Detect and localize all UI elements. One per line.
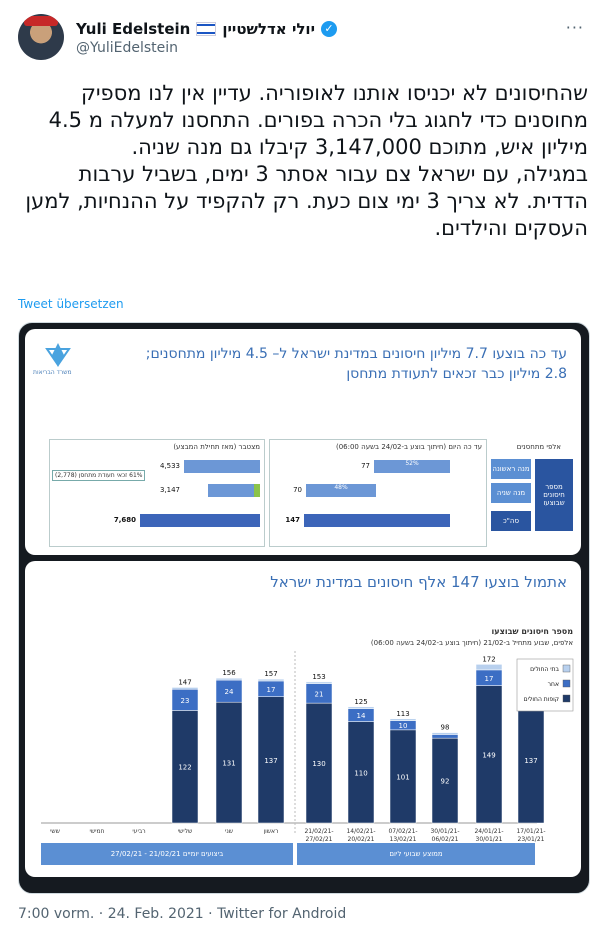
tweet-media-image[interactable]	[18, 322, 590, 894]
today-first-value: 77	[361, 462, 370, 470]
category-tick-label: 06/02/21	[431, 836, 459, 843]
bar-total-label: 156	[222, 669, 236, 678]
bar-segment-label: 149	[482, 751, 496, 760]
bar-total-label: 98	[440, 723, 450, 732]
today-total-value: 147	[285, 516, 300, 524]
today-second-pct: 48%	[334, 484, 348, 491]
bar-segment	[306, 682, 332, 684]
category-tick-label: 24/01/21-	[474, 828, 504, 835]
category-tick-label: 14/02/21-	[346, 828, 376, 835]
bar-total-label: 157	[264, 670, 278, 679]
summary-panel	[25, 329, 581, 555]
bar-segment-label: 137	[524, 756, 538, 765]
category-tick-label: ששי	[50, 828, 60, 835]
bar-segment-label: 24	[224, 688, 234, 697]
cum-second-eligible-bar	[254, 484, 260, 497]
category-tick-label: 21/02/21-	[304, 828, 334, 835]
cum-first-bar	[184, 460, 260, 473]
bar-segment-label: 23	[180, 696, 190, 705]
bar-segment-label: 17	[484, 674, 494, 683]
summary-title-1: עד כה בוצעו 7.7 מיליון חיסונים במדינת ישראל ל– 4.5 מיליון מתחסנים;	[145, 346, 567, 362]
tweet-text	[18, 80, 588, 242]
tweet-timestamp[interactable]: 7:00 vorm. · 24. Feb. 2021 · Twitter for Android	[18, 906, 347, 922]
tweet-paragraph-1: שהחיסונים לא יכניסו אותנו לאופוריה. עדיין אין לנו מספיק מחוסנים כדי לחגוג בלי הכרה בפורים. התחסנו למעלה מ 4.5 מיליון איש, מתוכם 3,147,000 קיבלו גם מנה שניה.	[48, 81, 588, 159]
ministry-logo-icon	[39, 341, 77, 369]
author-name-row[interactable]	[76, 18, 337, 40]
legend-swatch	[563, 680, 570, 687]
bar-segment	[172, 687, 198, 689]
today-header: עד כה היום (חיתוך בוצע ב-24/02 בשעה 06:00)	[335, 443, 482, 451]
bar-segment-label: 92	[440, 777, 450, 786]
today-box	[269, 439, 487, 547]
doses-side-label: מספר חיסונים שבוצעו	[535, 459, 573, 531]
weekly-footer: ממוצע שבועי ליום	[297, 843, 535, 865]
bar-total-label: 172	[482, 655, 496, 664]
today-total-bar	[304, 514, 450, 527]
cum-second-bar	[208, 484, 254, 497]
legend-label: אחר	[547, 681, 559, 688]
bar-total-label: 125	[354, 697, 368, 706]
bar-segment-label: 10	[398, 722, 408, 731]
avatar[interactable]	[18, 14, 64, 60]
bar-segment	[258, 679, 284, 681]
category-tick-label: 30/01/21-	[430, 828, 460, 835]
bar-segment	[390, 719, 416, 721]
category-tick-label: 20/02/21	[347, 836, 375, 843]
row-first-dose-label: מנה ראשונה	[491, 459, 531, 479]
row-second-dose-label: מנה שניה	[491, 483, 531, 503]
bar-segment	[216, 678, 242, 680]
daily-chart-panel	[25, 561, 581, 877]
tweet-paragraph-2: במגילה, עם ישראל צם עבור אסתר 3 ימים, בשביל ערבות הדדית. לא צריך 3 ימי צום כעת. רק להקפיד על ההנחיות, למען העסקים והילדים.	[25, 162, 588, 240]
bar-segment-label: 131	[222, 759, 236, 768]
cum-second-value: 3,147	[159, 486, 180, 494]
translate-link[interactable]: Tweet übersetzen	[18, 297, 124, 311]
summary-title-2: 2.8 מיליון כבר זכאים לתעודת מתחסן	[346, 366, 567, 382]
legend-swatch	[563, 695, 570, 702]
category-tick-label: 07/02/21-	[388, 828, 418, 835]
bar-total-label: 153	[312, 672, 326, 681]
verified-icon: ✓	[321, 21, 337, 37]
bar-total-label: 113	[396, 709, 410, 718]
bar-total-label: 147	[178, 678, 192, 687]
bar-segment	[432, 733, 458, 735]
cumulative-header: מצטבר (מאז תחילת המבצע)	[173, 443, 260, 451]
category-tick-label: ראשון	[263, 828, 279, 835]
legend-label: בתי החולים	[530, 666, 559, 673]
bar-segment	[476, 664, 502, 670]
category-tick-label: שלישי	[177, 828, 193, 835]
cum-total-value: 7,680	[113, 516, 136, 524]
today-first-bar	[374, 460, 450, 473]
author-hebrew-name[interactable]: יולי אדלשטיין	[222, 20, 315, 38]
daily-footer: ביצועים יומיים 21/02/21 - 27/02/21	[41, 843, 293, 865]
cumulative-box	[49, 439, 265, 547]
category-tick-label: 30/01/21	[475, 836, 503, 843]
bar-segment-label: 14	[356, 712, 366, 721]
chart-subtitle-2: אלפים, שבוע מתחיל ב-21/02 (חיתוך בוצע ב-24/02 בשעה 06:00)	[370, 639, 573, 647]
category-tick-label: 17/01/21-	[516, 828, 546, 835]
today-second-bar	[306, 484, 376, 497]
cum-first-value: 4,533	[159, 462, 180, 470]
category-tick-label: 23/01/21	[517, 836, 545, 843]
cum-eligible-note: 61% זכאי תעודת מתחסן (2,778)	[52, 470, 145, 481]
bar-segment	[348, 707, 374, 709]
legend-label: קופות החולים	[523, 696, 559, 703]
bar-segment-label: 21	[314, 690, 324, 699]
doses-header: אלפי מתחסנים	[516, 443, 561, 451]
category-tick-label: שני	[225, 828, 233, 835]
bar-segment-label: 17	[266, 685, 276, 694]
chart-subtitle-1: מספר חיסונים שבוצעו	[491, 627, 573, 636]
today-second-value: 70	[293, 486, 302, 494]
category-tick-label: 27/02/21	[305, 836, 333, 843]
more-options-icon[interactable]: ···	[565, 18, 584, 37]
cum-total-bar	[140, 514, 260, 527]
today-first-pct: 52%	[405, 460, 419, 467]
bar-segment	[432, 734, 458, 738]
tweet-header	[18, 14, 588, 64]
bar-segment-label: 137	[264, 756, 278, 765]
category-tick-label: רביעי	[132, 828, 146, 835]
author-handle[interactable]: @YuliEdelstein	[76, 40, 178, 56]
category-tick-label: חמישי	[89, 828, 105, 835]
author-display-name[interactable]: Yuli Edelstein	[76, 20, 191, 38]
bar-segment-label: 122	[178, 763, 192, 772]
bar-segment-label: 101	[396, 773, 410, 782]
category-tick-label: 13/02/21	[389, 836, 417, 843]
bar-segment-label: 110	[354, 769, 368, 778]
bar-segment-label: 130	[312, 760, 326, 769]
ministry-logo-text: משרד הבריאות	[33, 369, 72, 376]
israel-flag-icon	[196, 22, 216, 36]
vaccination-chart	[25, 561, 581, 877]
row-total-label: סה"כ	[491, 511, 531, 531]
chart-title: אתמול בוצעו 147 אלף חיסונים במדינת ישראל	[270, 573, 567, 591]
legend-swatch	[563, 665, 570, 672]
